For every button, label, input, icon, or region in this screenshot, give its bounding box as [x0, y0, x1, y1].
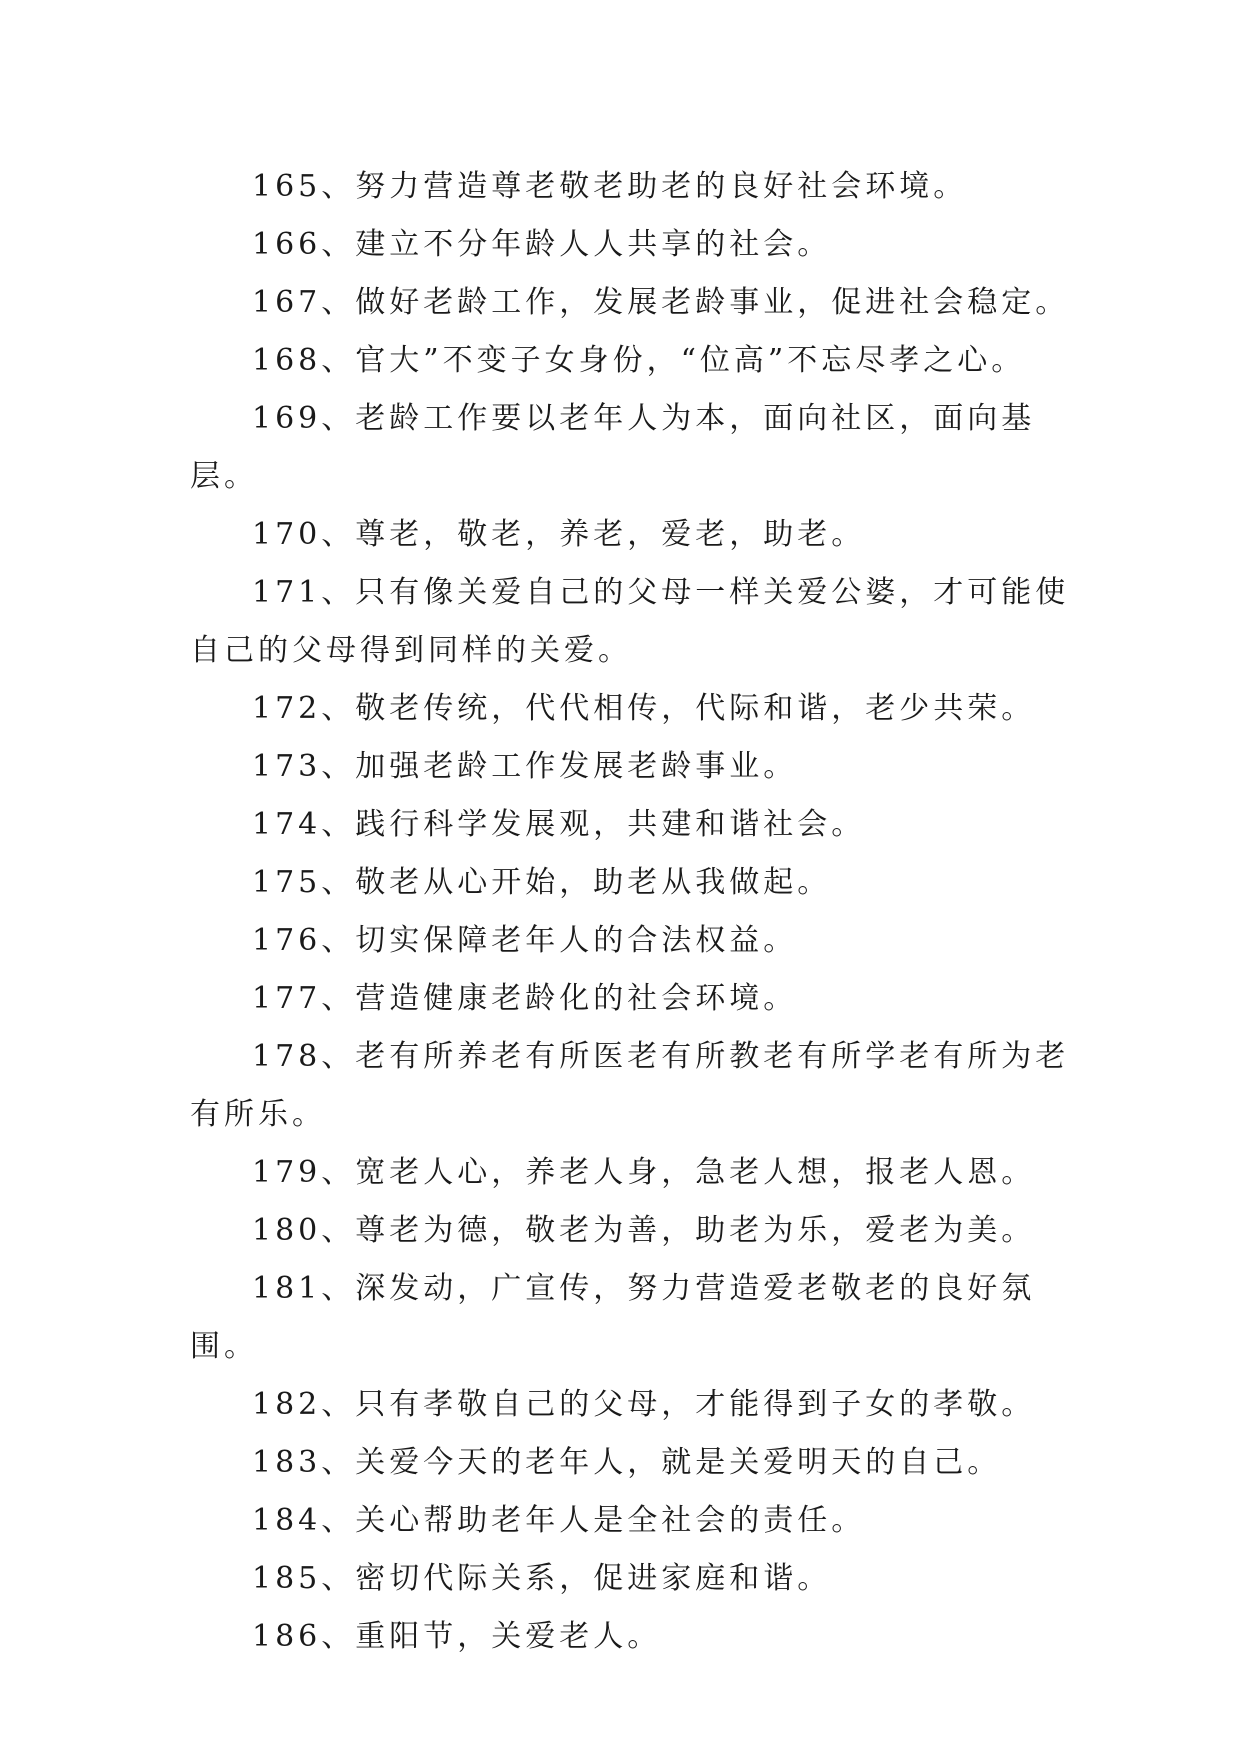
list-item: 167、做好老龄工作，发展老龄事业，促进社会稳定。	[252, 285, 1070, 320]
list-item: 169、老龄工作要以老年人为本，面向社区，面向基层。	[190, 401, 1036, 494]
list-item: 177、营造健康老龄化的社会环境。	[252, 981, 798, 1016]
list-item: 180、尊老为德，敬老为善，助老为乐，爱老为美。	[252, 1213, 1036, 1248]
list-item: 176、切实保障老年人的合法权益。	[252, 923, 798, 958]
list-item: 186、重阳节，关爱老人。	[252, 1619, 662, 1654]
list-item: 168、官大”不变子女身份，“位高”不忘尽孝之心。	[252, 343, 1026, 378]
list-item: 178、老有所养老有所医老有所教老有所学老有所为老有所乐。	[190, 1039, 1070, 1132]
list-item: 185、密切代际关系，促进家庭和谐。	[252, 1561, 832, 1596]
list-item: 172、敬老传统，代代相传，代际和谐，老少共荣。	[252, 691, 1036, 726]
list-item: 170、尊老，敬老，养老，爱老，助老。	[252, 517, 866, 552]
list-item: 166、建立不分年龄人人共享的社会。	[252, 227, 832, 262]
list-item: 182、只有孝敬自己的父母，才能得到子女的孝敬。	[252, 1387, 1036, 1422]
list-item: 165、努力营造尊老敬老助老的良好社会环境。	[252, 169, 968, 204]
list-item: 179、宽老人心，养老人身，急老人想，报老人恩。	[252, 1155, 1036, 1190]
list-item: 174、践行科学发展观，共建和谐社会。	[252, 807, 866, 842]
list-item: 183、关爱今天的老年人，就是关爱明天的自己。	[252, 1445, 1002, 1480]
list-item: 175、敬老从心开始，助老从我做起。	[252, 865, 832, 900]
slogan-list	[190, 158, 1070, 1666]
list-item: 184、关心帮助老年人是全社会的责任。	[252, 1503, 866, 1538]
list-item: 173、加强老龄工作发展老龄事业。	[252, 749, 798, 784]
list-item: 181、深发动，广宣传，努力营造爱老敬老的良好氛围。	[190, 1271, 1036, 1364]
list-item: 171、只有像关爱自己的父母一样关爱公婆，才可能使自己的父母得到同样的关爱。	[190, 575, 1070, 668]
